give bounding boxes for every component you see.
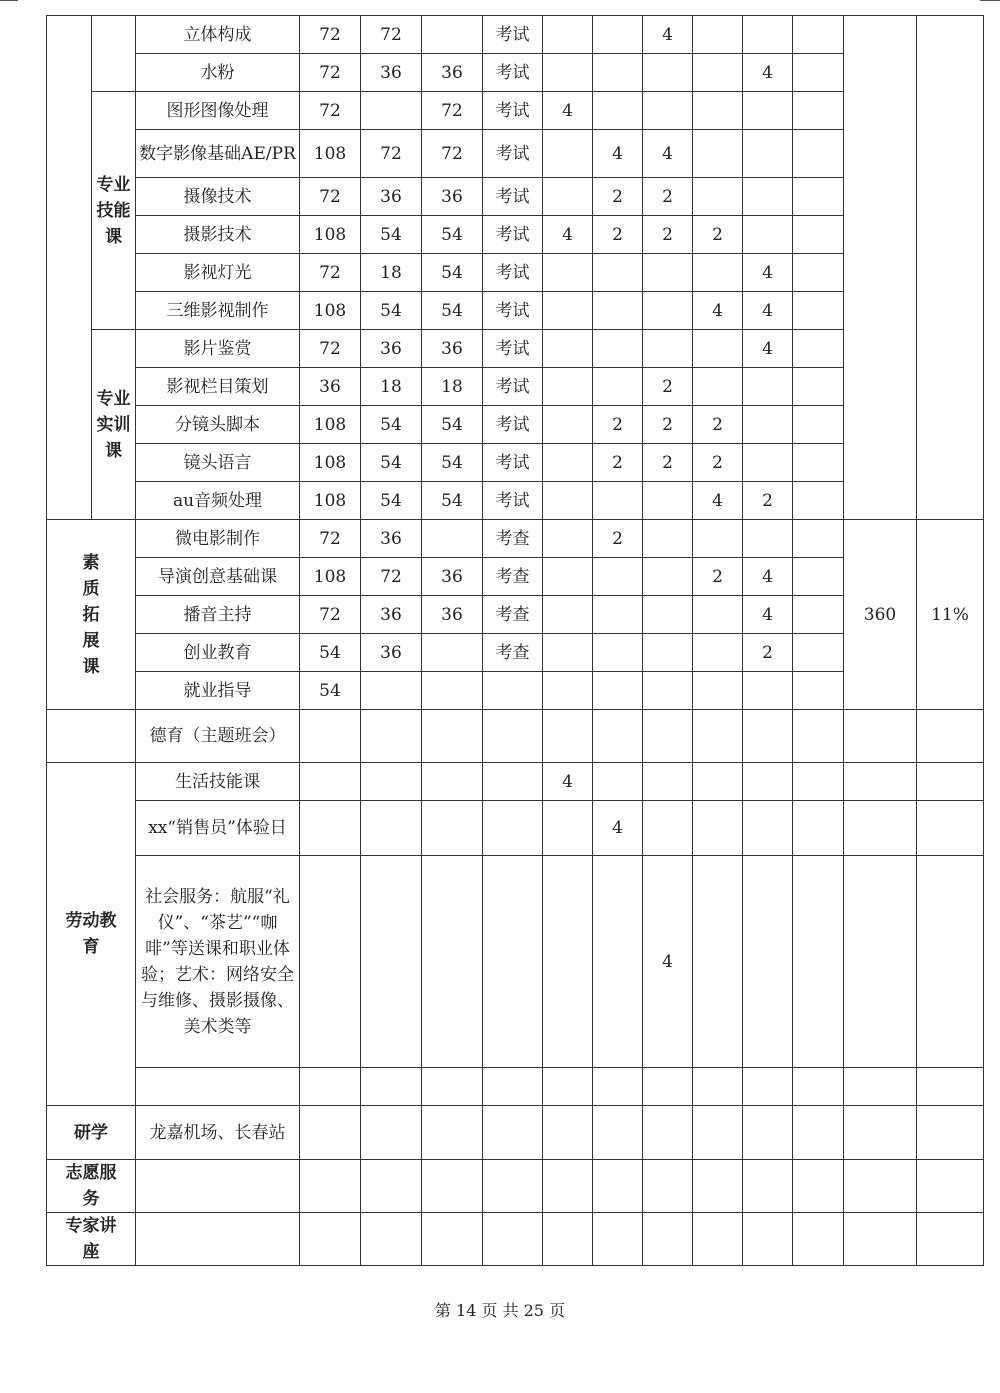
theory-hours: 18: [361, 254, 422, 292]
semester-6: [793, 330, 844, 368]
course-name: 就业指导: [136, 672, 300, 710]
semester-4: 2: [693, 444, 743, 482]
semester-6: [793, 406, 844, 444]
assessment-type: 考查: [483, 596, 543, 634]
table-row: [47, 216, 984, 254]
semester-3: [643, 292, 693, 330]
semester-6: [793, 672, 844, 710]
table-row: [47, 672, 984, 710]
semester-2: [593, 368, 643, 406]
assessment-type: 考试: [483, 330, 543, 368]
category-skill-courses: 专业技能课: [92, 92, 136, 330]
semester-4: [693, 16, 743, 54]
semester-2: 2: [593, 178, 643, 216]
semester-2: [593, 254, 643, 292]
semester-1: [543, 444, 593, 482]
course-name: 创业教育: [136, 634, 300, 672]
total-hours: 108: [300, 292, 361, 330]
semester-5: [743, 444, 793, 482]
semester-4: [693, 54, 743, 92]
assessment-type: 考试: [483, 92, 543, 130]
table-row: [47, 856, 984, 1068]
semester-5: [743, 216, 793, 254]
semester-4: [693, 330, 743, 368]
semester-6: [793, 368, 844, 406]
assessment-type: 考试: [483, 16, 543, 54]
quality-total-hours: 360: [844, 520, 917, 710]
course-name: 导演创意基础课: [136, 558, 300, 596]
theory-hours: 72: [361, 130, 422, 178]
total-hours: 108: [300, 558, 361, 596]
semester-1: [543, 558, 593, 596]
semester-3: [643, 596, 693, 634]
table-row: [47, 1068, 984, 1106]
theory-hours: 18: [361, 368, 422, 406]
research-item-name: 龙嘉机场、长春站: [136, 1106, 300, 1160]
course-name: 播音主持: [136, 596, 300, 634]
quality-percent: 11%: [917, 520, 984, 710]
semester-3: 4: [643, 130, 693, 178]
semester-6: [793, 558, 844, 596]
semester-4: 4: [693, 482, 743, 520]
total-hours: 108: [300, 444, 361, 482]
semester-1: [543, 672, 593, 710]
total-hours: 108: [300, 482, 361, 520]
semester-2: 2: [593, 444, 643, 482]
semester-6: [793, 292, 844, 330]
assessment-type: 考查: [483, 520, 543, 558]
semester-5: 2: [743, 634, 793, 672]
assessment-type: 考试: [483, 254, 543, 292]
category-volunteer-label: 志愿服务: [65, 1163, 117, 1209]
semester-2: 2: [593, 406, 643, 444]
semester-6: [793, 216, 844, 254]
assessment-type: 考查: [483, 558, 543, 596]
theory-hours: 72: [361, 16, 422, 54]
semester-5: 4: [743, 558, 793, 596]
practice-hours: 36: [422, 330, 483, 368]
semester-3: 4: [643, 856, 693, 1068]
table-row: [47, 482, 984, 520]
theory-hours: 54: [361, 216, 422, 254]
semester-5: 4: [743, 596, 793, 634]
semester-5: [743, 520, 793, 558]
category-volunteer: [47, 1160, 136, 1213]
semester-4: [693, 130, 743, 178]
practice-hours: [422, 672, 483, 710]
semester-2: 2: [593, 216, 643, 254]
practice-hours: 36: [422, 558, 483, 596]
theory-hours: [361, 672, 422, 710]
semester-2: 2: [593, 520, 643, 558]
total-hours: 54: [300, 634, 361, 672]
practice-hours: [422, 634, 483, 672]
total-hours: 72: [300, 596, 361, 634]
semester-6: [793, 634, 844, 672]
semester-1: 4: [543, 763, 593, 801]
theory-hours: 36: [361, 178, 422, 216]
semester-4: 4: [693, 292, 743, 330]
table-row: [47, 16, 984, 54]
total-hours: 108: [300, 130, 361, 178]
semester-1: [543, 596, 593, 634]
course-name: 微电影制作: [136, 520, 300, 558]
semester-2: [593, 634, 643, 672]
category-lecture-label: 专家讲座: [65, 1216, 117, 1262]
theory-hours: 36: [361, 596, 422, 634]
assessment-type: 考试: [483, 444, 543, 482]
assessment-type: 考试: [483, 216, 543, 254]
semester-1: [543, 178, 593, 216]
semester-1: [543, 634, 593, 672]
semester-4: [693, 520, 743, 558]
semester-6: [793, 178, 844, 216]
moral-course-name: 德育（主题班会）: [136, 710, 300, 763]
semester-1: [543, 254, 593, 292]
semester-5: [743, 672, 793, 710]
semester-5: 2: [743, 482, 793, 520]
labor-course-name: xx“销售员”体验日: [136, 801, 300, 856]
semester-4: [693, 368, 743, 406]
semester-2: [593, 16, 643, 54]
labor-course-name: 生活技能课: [136, 763, 300, 801]
total-hours: 72: [300, 92, 361, 130]
practice-hours: 54: [422, 482, 483, 520]
theory-hours: 36: [361, 520, 422, 558]
table-row: [47, 763, 984, 801]
table-row: [47, 1213, 984, 1266]
assessment-type: 考试: [483, 178, 543, 216]
table-row: [47, 54, 984, 92]
table-row: [47, 368, 984, 406]
semester-1: 4: [543, 92, 593, 130]
page-number-footer: 第 14 页 共 25 页: [434, 1301, 566, 1320]
practice-hours: 36: [422, 596, 483, 634]
table-row: [47, 444, 984, 482]
assessment-type: 考查: [483, 634, 543, 672]
semester-3: 2: [643, 444, 693, 482]
semester-6: [793, 444, 844, 482]
table-row: [47, 292, 984, 330]
semester-6: [793, 16, 844, 54]
semester-2: [593, 92, 643, 130]
course-name: 数字影像基础AE/PR: [136, 130, 300, 178]
semester-3: [643, 54, 693, 92]
semester-1: [543, 130, 593, 178]
theory-hours: [361, 92, 422, 130]
practice-hours: 72: [422, 130, 483, 178]
total-hours: 72: [300, 254, 361, 292]
semester-2: 4: [593, 801, 643, 856]
theory-hours: 54: [361, 292, 422, 330]
semester-4: [693, 178, 743, 216]
table-row: [47, 520, 984, 558]
semester-1: [543, 368, 593, 406]
course-name: au音频处理: [136, 482, 300, 520]
assessment-type: 考试: [483, 368, 543, 406]
moral-category-cell: [47, 710, 136, 763]
semester-2: [593, 292, 643, 330]
practice-hours: 54: [422, 406, 483, 444]
semester-2: [593, 330, 643, 368]
semester-6: [793, 54, 844, 92]
category-quality-label: 素质拓展课: [82, 552, 100, 677]
semester-3: 2: [643, 406, 693, 444]
semester-4: 2: [693, 406, 743, 444]
course-name: 影视灯光: [136, 254, 300, 292]
assessment-type: 考试: [483, 54, 543, 92]
semester-4: [693, 92, 743, 130]
course-name: 分镜头脚本: [136, 406, 300, 444]
practice-hours: 54: [422, 292, 483, 330]
semester-3: [643, 634, 693, 672]
group-percent: [917, 16, 984, 520]
total-hours: 72: [300, 54, 361, 92]
semester-3: [643, 254, 693, 292]
theory-hours: 36: [361, 330, 422, 368]
practice-hours: 36: [422, 178, 483, 216]
semester-1: 4: [543, 216, 593, 254]
theory-hours: 54: [361, 444, 422, 482]
prior-subcategory-cell: [92, 16, 136, 92]
labor-course-name: 社会服务：航服“礼仪”、“茶艺”“咖啡”等送课和职业体验；艺术：网络安全与维修、摄影摄像、美术类等: [136, 856, 300, 1068]
table-row: [47, 92, 984, 130]
semester-4: [693, 254, 743, 292]
semester-5: 4: [743, 254, 793, 292]
table-row: [47, 596, 984, 634]
semester-1: [543, 292, 593, 330]
semester-4: [693, 596, 743, 634]
semester-1: [543, 54, 593, 92]
semester-3: [643, 520, 693, 558]
course-name: 影片鉴赏: [136, 330, 300, 368]
semester-5: 4: [743, 292, 793, 330]
theory-hours: 36: [361, 634, 422, 672]
semester-6: [793, 92, 844, 130]
assessment-type: [483, 672, 543, 710]
table-row: [47, 710, 984, 763]
practice-hours: 54: [422, 444, 483, 482]
category-lecture: [47, 1213, 136, 1266]
semester-5: 4: [743, 330, 793, 368]
practice-hours: 54: [422, 216, 483, 254]
practice-hours: [422, 16, 483, 54]
table-row: [47, 558, 984, 596]
theory-hours: 72: [361, 558, 422, 596]
total-hours: 72: [300, 330, 361, 368]
semester-6: [793, 520, 844, 558]
total-hours: 72: [300, 16, 361, 54]
category-labor-education: [47, 763, 136, 1106]
semester-1: [543, 330, 593, 368]
theory-hours: 54: [361, 482, 422, 520]
table-row: [47, 1160, 984, 1213]
course-name: 摄影技术: [136, 216, 300, 254]
course-name: 水粉: [136, 54, 300, 92]
semester-6: [793, 254, 844, 292]
course-name: 摄像技术: [136, 178, 300, 216]
semester-4: [693, 672, 743, 710]
semester-2: [593, 558, 643, 596]
assessment-type: 考试: [483, 482, 543, 520]
semester-1: [543, 520, 593, 558]
category-training-courses: 专业实训课: [92, 330, 136, 520]
category-labor-label: 劳动教育: [65, 911, 117, 957]
assessment-type: 考试: [483, 292, 543, 330]
semester-4: 2: [693, 558, 743, 596]
course-name: 镜头语言: [136, 444, 300, 482]
semester-6: [793, 130, 844, 178]
table-row: [47, 178, 984, 216]
table-row: [47, 1106, 984, 1160]
table-row: [47, 801, 984, 856]
semester-3: [643, 330, 693, 368]
semester-3: [643, 558, 693, 596]
practice-hours: 36: [422, 54, 483, 92]
total-hours: 108: [300, 406, 361, 444]
semester-3: [643, 482, 693, 520]
semester-3: [643, 92, 693, 130]
semester-2: [593, 596, 643, 634]
table-row: [47, 130, 984, 178]
semester-2: 4: [593, 130, 643, 178]
semester-2: [593, 482, 643, 520]
total-hours: 54: [300, 672, 361, 710]
practice-hours: [422, 520, 483, 558]
major-course-group-cell: [47, 16, 92, 520]
semester-2: [593, 672, 643, 710]
semester-6: [793, 596, 844, 634]
practice-hours: 72: [422, 92, 483, 130]
course-name: 图形图像处理: [136, 92, 300, 130]
practice-hours: 18: [422, 368, 483, 406]
practice-hours: 54: [422, 254, 483, 292]
semester-6: [793, 482, 844, 520]
theory-hours: 36: [361, 54, 422, 92]
semester-4: [693, 634, 743, 672]
semester-5: [743, 16, 793, 54]
course-plan-table: [46, 15, 984, 1266]
semester-1: [543, 16, 593, 54]
assessment-type: 考试: [483, 130, 543, 178]
table-row: [47, 330, 984, 368]
table-row: [47, 254, 984, 292]
theory-hours: 54: [361, 406, 422, 444]
semester-3: [643, 672, 693, 710]
semester-1: [543, 482, 593, 520]
semester-5: [743, 368, 793, 406]
course-name: 立体构成: [136, 16, 300, 54]
semester-3: 4: [643, 16, 693, 54]
semester-4: 2: [693, 216, 743, 254]
total-hours: 36: [300, 368, 361, 406]
assessment-type: 考试: [483, 406, 543, 444]
total-hours: 72: [300, 520, 361, 558]
semester-5: [743, 92, 793, 130]
semester-3: 2: [643, 216, 693, 254]
semester-3: 2: [643, 368, 693, 406]
page-top-rule: [0, 0, 1000, 3]
semester-5: [743, 178, 793, 216]
table-row: [47, 634, 984, 672]
semester-5: 4: [743, 54, 793, 92]
table-row: [47, 406, 984, 444]
total-hours: 108: [300, 216, 361, 254]
course-name: 三维影视制作: [136, 292, 300, 330]
semester-3: 2: [643, 178, 693, 216]
semester-5: [743, 130, 793, 178]
group-total-hours: [844, 16, 917, 520]
category-research: 研学: [47, 1106, 136, 1160]
semester-1: [543, 406, 593, 444]
category-quality-courses: [47, 520, 136, 710]
semester-5: [743, 406, 793, 444]
semester-2: [593, 54, 643, 92]
course-name: 影视栏目策划: [136, 368, 300, 406]
total-hours: 72: [300, 178, 361, 216]
